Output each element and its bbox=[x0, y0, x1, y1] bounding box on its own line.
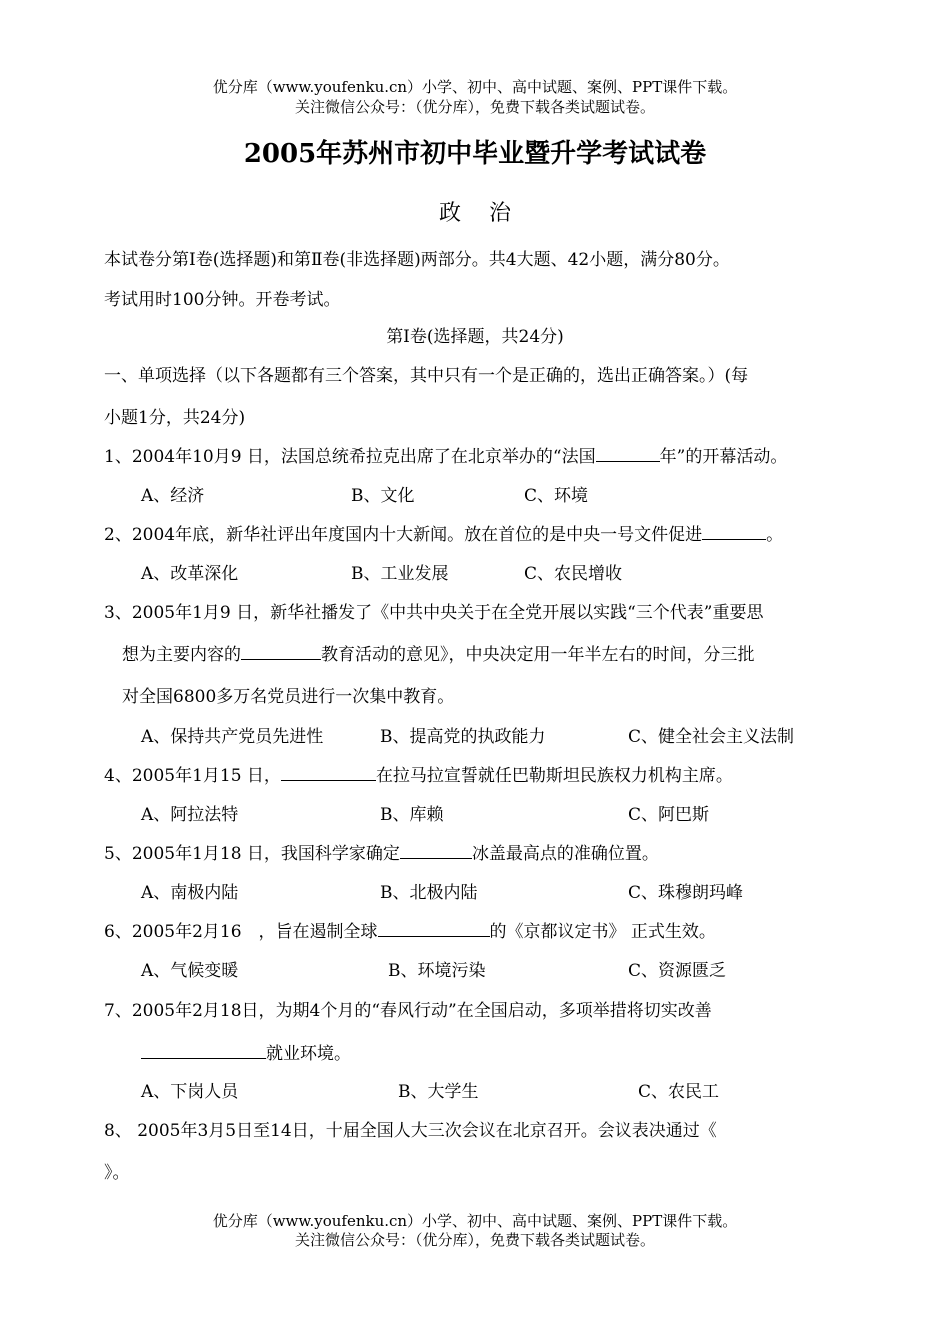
question-3-text-b: 教育活动的意见》，中央决定用一年半左右的时间，分三批 bbox=[321, 645, 755, 665]
question-4 bbox=[104, 761, 733, 786]
question-4-text-a: 4、2005年1月15 日， bbox=[104, 766, 281, 786]
option-b: B、工业发展 bbox=[351, 564, 449, 584]
answer-blank bbox=[281, 764, 376, 781]
option-a: A、经济 bbox=[141, 486, 205, 506]
option-b: B、库赖 bbox=[380, 805, 444, 825]
question-7-line-2 bbox=[141, 1039, 351, 1064]
intro-line-1: 本试卷分第Ⅰ卷(选择题)和第Ⅱ卷(非选择题)两部分。共4大题、42小题，满分80分。 bbox=[104, 250, 730, 270]
answer-blank bbox=[378, 920, 490, 937]
subject-title: 政治 bbox=[438, 201, 539, 226]
option-c: C、环境 bbox=[524, 486, 589, 506]
question-2-text-a: 2、2004年底，新华社评出年度国内十大新闻。放在首位的是中央一号文件促进 bbox=[104, 525, 703, 545]
question-4-text-b: 在拉马拉宣誓就任巴勒斯坦民族权力机构主席。 bbox=[375, 766, 733, 786]
question-5-text-b: 冰盖最高点的准确位置。 bbox=[471, 844, 659, 864]
question-1 bbox=[104, 442, 787, 467]
question-3-text-a: 想为主要内容的 bbox=[122, 645, 241, 665]
answer-blank bbox=[702, 523, 766, 540]
question-2-text-b: 。 bbox=[766, 525, 784, 545]
option-c: C、珠穆朗玛峰 bbox=[628, 883, 744, 903]
option-b: B、文化 bbox=[351, 486, 415, 506]
option-b: B、环境污染 bbox=[388, 961, 486, 981]
question-8-line-2: 》。 bbox=[104, 1163, 130, 1183]
question-6-text-b: 的《京都议定书》 正式生效。 bbox=[489, 922, 716, 942]
question-3-line-2 bbox=[122, 640, 755, 665]
header-line-2: 关注微信公众号：（优分库），免费下载各类试题试卷。 bbox=[294, 98, 655, 116]
question-7-line-1: 7、2005年2月18日，为期4个月的“春风行动”在全国启动，多项举措将切实改善 bbox=[104, 1001, 712, 1021]
option-a: A、气候变暖 bbox=[141, 961, 239, 981]
option-a: A、阿拉法特 bbox=[141, 805, 239, 825]
option-c: C、阿巴斯 bbox=[628, 805, 710, 825]
question-6-text-a: 6、2005年2月16 ，旨在遏制全球 bbox=[104, 922, 378, 942]
question-5 bbox=[104, 839, 659, 864]
header-line-1: 优分库（www.youfenku.cn）小学、初中、高中试题、案例、PPT课件下载。 bbox=[212, 78, 738, 96]
option-a: A、保持共产党员先进性 bbox=[141, 727, 324, 747]
question-2 bbox=[104, 520, 783, 545]
option-a: A、下岗人员 bbox=[141, 1082, 239, 1102]
exam-title: 2005年苏州市初中毕业暨升学考试试卷 bbox=[243, 139, 707, 169]
question-3-line-1: 3、2005年1月9 日，新华社播发了《中共中央关于在全党开展以实践“三个代表”重要思 bbox=[104, 603, 764, 623]
answer-blank bbox=[400, 842, 472, 859]
option-b: B、大学生 bbox=[398, 1082, 479, 1102]
question-1-text-a: 1、2004年10月9 日，法国总统希拉克出席了在北京举办的“法国 bbox=[104, 447, 596, 467]
question-8-line-1: 8、 2005年3月5日至14日，十届全国人大三次会议在北京召开。会议表决通过《 bbox=[104, 1121, 717, 1141]
footer-line-1: 优分库（www.youfenku.cn）小学、初中、高中试题、案例、PPT课件下载。 bbox=[212, 1212, 738, 1230]
option-a: A、改革深化 bbox=[141, 564, 239, 584]
question-5-text-a: 5、2005年1月18 日，我国科学家确定 bbox=[104, 844, 400, 864]
option-b: B、北极内陆 bbox=[380, 883, 478, 903]
section-instructions-line-1: 一、单项选择（以下各题都有三个答案，其中只有一个是正确的，选出正确答案。）(每 bbox=[104, 366, 749, 386]
question-1-text-b: 年”的开幕活动。 bbox=[659, 447, 788, 467]
answer-blank bbox=[596, 445, 660, 462]
intro-line-2: 考试用时100分钟。开卷考试。 bbox=[104, 290, 341, 310]
section-instructions-line-2: 小题1分，共24分) bbox=[104, 408, 246, 428]
question-3-line-3: 对全国6800多万名党员进行一次集中教育。 bbox=[122, 687, 455, 707]
section-title: 第Ⅰ卷(选择题，共24分) bbox=[386, 327, 564, 347]
option-c: C、健全社会主义法制 bbox=[628, 727, 795, 747]
option-b: B、提高党的执政能力 bbox=[380, 727, 546, 747]
question-6 bbox=[104, 917, 716, 942]
footer-line-2: 关注微信公众号：（优分库），免费下载各类试题试卷。 bbox=[294, 1231, 655, 1249]
option-a: A、南极内陆 bbox=[141, 883, 239, 903]
option-c: C、资源匮乏 bbox=[628, 961, 727, 981]
option-c: C、农民工 bbox=[638, 1082, 720, 1102]
answer-blank bbox=[241, 643, 321, 660]
question-7-text: 就业环境。 bbox=[266, 1044, 351, 1064]
answer-blank bbox=[141, 1042, 266, 1059]
option-c: C、农民增收 bbox=[524, 564, 623, 584]
